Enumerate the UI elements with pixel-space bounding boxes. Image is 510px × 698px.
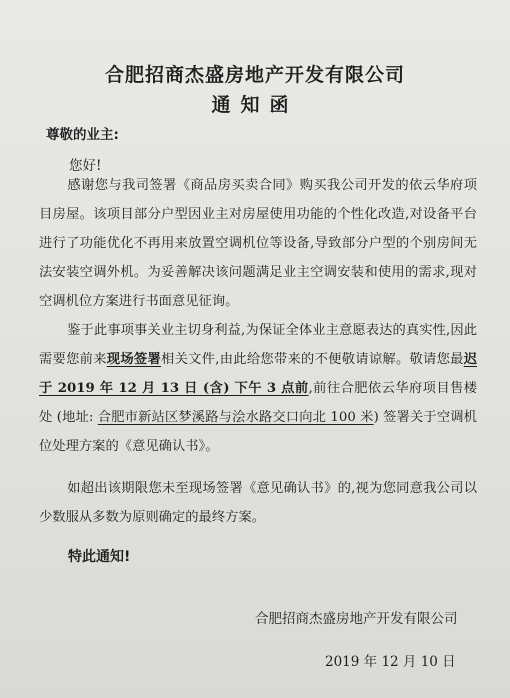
signature-company: 合肥招商杰盛房地产开发有限公司 xyxy=(255,611,458,627)
address-text: 合肥市新站区梦溪路与浍水路交口向北 100 米 xyxy=(97,410,374,425)
paragraph-1-text: 感谢您与我司签署《商品房买卖合同》购买我公司开发的依云华府项目房屋。该项目部分户型因业主对房屋使用功能的个性化改造,对设备平台进行了功能优化不再用来放置空调机位等设备,导致部分户型的个别房间无法安装空调外机。为妥善解决该问题满足业主空调安装和使用的需求,现对空调机位方案进行书面意见征询。 xyxy=(39,178,477,309)
paragraph-2-text-a: 鉴于此事项事关业主切身利益,为保证全体业主意愿表达的真实性,因此需要您前来 xyxy=(39,323,477,367)
paragraph-2-text-c: ,前往合肥依云华府项目售楼处 (地址: xyxy=(39,381,477,425)
signature-date: 2019 年 12 月 10 日 xyxy=(325,654,456,670)
letter-title: 合肥招商杰盛房地产开发有限公司 xyxy=(104,64,405,86)
deadline-emphasis: 迟于 2019 年 12 月 13 日 (含) 下午 3 点前 xyxy=(39,352,478,396)
on-site-signing-emphasis: 现场签署 xyxy=(106,352,162,367)
paragraph-1 xyxy=(39,171,477,316)
letter-subtitle: 通知函 xyxy=(211,94,299,116)
paragraph-2-text-d: ) 签署关于空调机位处理方案的《意见确认书》。 xyxy=(39,410,477,454)
paragraph-3 xyxy=(39,474,477,532)
greeting: 您好! xyxy=(69,158,102,174)
salutation: 尊敬的业主: xyxy=(46,127,119,143)
closing-remark: 特此通知! xyxy=(68,549,131,565)
paragraph-2 xyxy=(39,316,477,461)
paragraph-2-text-b: 相关文件,由此给您带来的不便敬请谅解。敬请您最 xyxy=(161,352,464,367)
paragraph-3-text: 如超出该期限您未至现场签署《意见确认书》的,视为您同意我公司以少数服从多数为原则确定的最终方案。 xyxy=(39,481,477,525)
